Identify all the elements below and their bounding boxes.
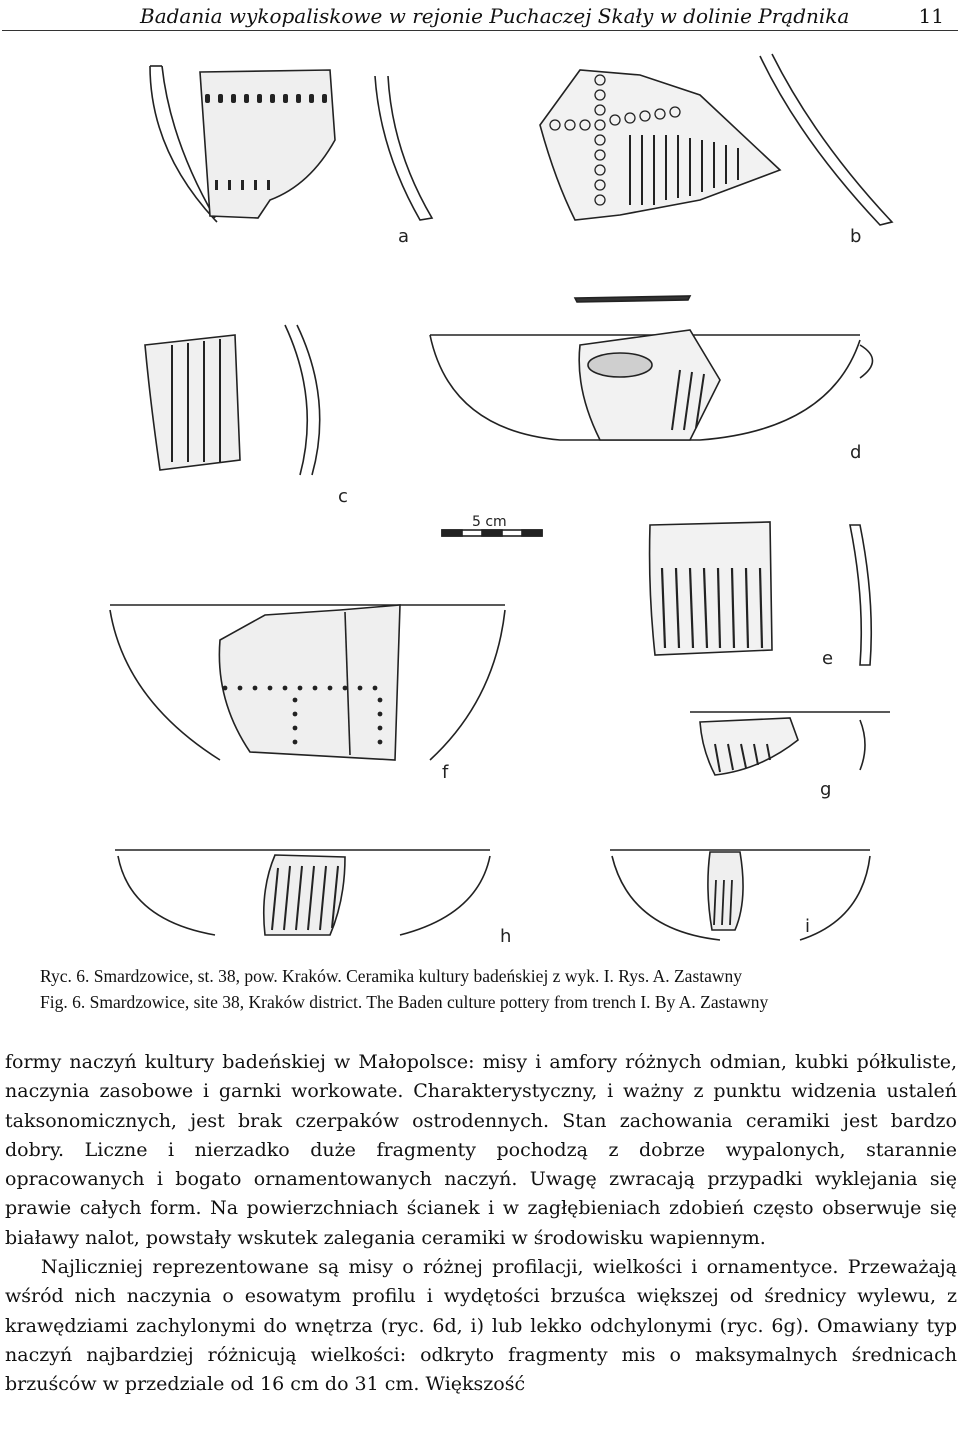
label-b: b bbox=[850, 226, 862, 247]
figure-caption bbox=[40, 963, 940, 1015]
sherd-b-drawing bbox=[540, 54, 892, 225]
sherd-c-drawing bbox=[145, 325, 320, 475]
page-number: 11 bbox=[918, 4, 944, 28]
sherd-d-drawing bbox=[430, 296, 873, 440]
caption-english: Fig. 6. Smardzowice, site 38, Kraków district. The Baden culture pottery from trench I. By A. Zastawny bbox=[40, 992, 769, 1012]
body-text bbox=[5, 1048, 957, 1400]
caption-polish: Ryc. 6. Smardzowice, st. 38, pow. Kraków. Ceramika kultury badeńskiej z wyk. I. Rys. A. Zastawny bbox=[40, 966, 743, 986]
label-c: c bbox=[338, 486, 348, 507]
page-header bbox=[0, 0, 960, 30]
sherd-h-drawing bbox=[115, 850, 490, 935]
pottery-figure bbox=[0, 40, 960, 960]
sherd-g-drawing bbox=[690, 712, 890, 775]
sherd-e-drawing bbox=[650, 522, 872, 665]
paragraph-1: formy naczyń kultury badeńskiej w Małopolsce: misy i amfory różnych odmian, kubki półkuliste, naczynia zasobowe i garnki workowate. Charakterystyczny, i ważny z punktu widzenia ustaleń taksonomicznych, jest brak czerpaków ostrodennych. Stan zachowania ceramiki jest bardzo dobry. Liczne i nierzadko duże fragmenty pochodzą z dobrze wypalonych, starannie opracowanych i bogato ornamentowanych naczyń. Uwagę zwracają przypadki wyklejania się prawie całych form. Na powierzchniach ścianek i w zagłębieniach zdobień często obserwuje się białawy nalot, powstały wskutek zalegania ceramiki w środowisku wapiennym. bbox=[5, 1051, 957, 1249]
label-a: a bbox=[398, 226, 410, 247]
sherd-i-drawing bbox=[610, 850, 870, 940]
sherd-f-drawing bbox=[110, 605, 505, 760]
label-d: d bbox=[850, 442, 862, 463]
paragraph-2: Najliczniej reprezentowane są misy o różnej profilacji, wielkości i ornamentyce. Przeważają wśród nich naczynia o esowatym profilu i wydętości brzuśca większej od średnicy wylewu, z krawędziami zachylonymi do wnętrza (ryc. 6d, i) lub lekko odchylonymi (ryc. 6g). Omawiany typ naczyń najbardziej różnicują wielkości: odkryto fragmenty mis o maksymalnych średnicach brzuśców w przedziale od 16 cm do 31 cm. Większość bbox=[5, 1256, 957, 1396]
sherd-a-drawing bbox=[150, 66, 432, 222]
scale-bar-drawing bbox=[442, 530, 542, 536]
label-h: h bbox=[500, 926, 512, 947]
scale-label: 5 cm bbox=[472, 514, 507, 530]
label-e: e bbox=[822, 648, 834, 669]
label-g: g bbox=[820, 779, 832, 800]
label-f: f bbox=[442, 762, 449, 783]
header-rule bbox=[2, 30, 958, 31]
label-i: i bbox=[805, 916, 811, 937]
running-title: Badania wykopaliskowe w rejonie Puchaczej Skały w dolinie Prądnika bbox=[140, 4, 850, 28]
